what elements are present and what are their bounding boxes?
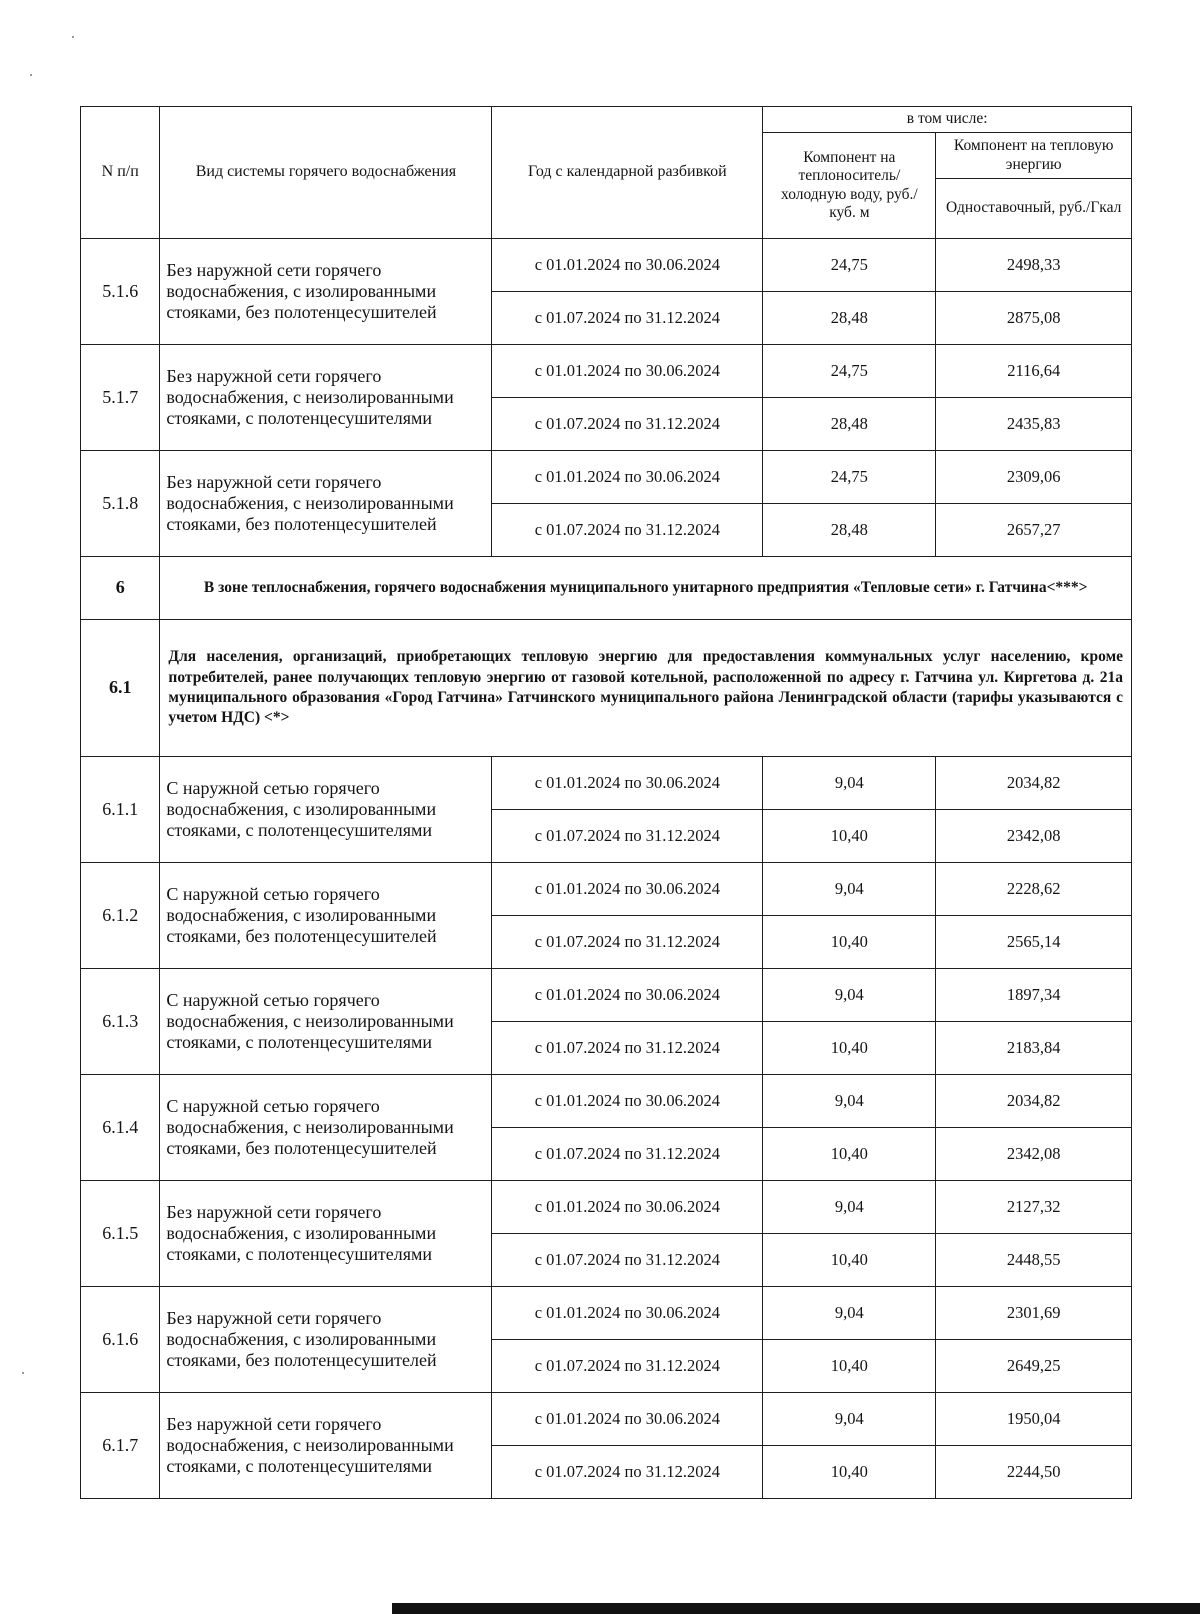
row-number: 6.1.7: [81, 1393, 160, 1499]
row-number: 6.1.4: [81, 1075, 160, 1181]
header-year: Год с календарной разбивкой: [492, 107, 763, 239]
water-component-value: 28,48: [763, 292, 936, 345]
heat-component-value: 2435,83: [936, 398, 1132, 451]
system-description: Без наружной сети горячего водоснабжения, с изолированными стояками, без полотенцесушителей: [160, 239, 492, 345]
section-6-number: 6: [81, 557, 160, 620]
system-description: Без наружной сети горячего водоснабжения, с неизолированными стояками, без полотенцесушителей: [160, 451, 492, 557]
row-number: 6.1.5: [81, 1181, 160, 1287]
system-description: Без наружной сети горячего водоснабжения, с изолированными стояками, с полотенцесушителями: [160, 1181, 492, 1287]
water-component-value: 24,75: [763, 345, 936, 398]
water-component-value: 9,04: [763, 757, 936, 810]
scan-edge-bar: [392, 1603, 1200, 1614]
table-row: [81, 863, 1132, 916]
heat-component-value: 2309,06: [936, 451, 1132, 504]
period-first-half: с 01.01.2024 по 30.06.2024: [492, 863, 763, 916]
period-second-half: с 01.07.2024 по 31.12.2024: [492, 916, 763, 969]
water-component-value: 10,40: [763, 1340, 936, 1393]
water-component-value: 28,48: [763, 398, 936, 451]
system-description: С наружной сетью горячего водоснабжения, с неизолированными стояками, с полотенцесушителями: [160, 969, 492, 1075]
table-row: [81, 345, 1132, 398]
period-second-half: с 01.07.2024 по 31.12.2024: [492, 1022, 763, 1075]
system-description: С наружной сетью горячего водоснабжения, с неизолированными стояками, без полотенцесушителей: [160, 1075, 492, 1181]
heat-component-value: 2301,69: [936, 1287, 1132, 1340]
table-body-section-6-headers: [81, 557, 1132, 757]
row-number: 6.1.2: [81, 863, 160, 969]
period-second-half: с 01.07.2024 по 31.12.2024: [492, 1234, 763, 1287]
period-second-half: с 01.07.2024 по 31.12.2024: [492, 1446, 763, 1499]
heat-component-value: 2228,62: [936, 863, 1132, 916]
header-component-water: Компонент на теплоноситель/ холодную воду, руб./куб. м: [763, 133, 936, 239]
heat-component-value: 2448,55: [936, 1234, 1132, 1287]
water-component-value: 10,40: [763, 810, 936, 863]
period-first-half: с 01.01.2024 по 30.06.2024: [492, 345, 763, 398]
water-component-value: 24,75: [763, 451, 936, 504]
scan-speck: [30, 74, 32, 76]
header-num: N п/п: [81, 107, 160, 239]
scan-speck: [72, 36, 74, 38]
row-number: 6.1.1: [81, 757, 160, 863]
heat-component-value: 2342,08: [936, 810, 1132, 863]
section-6-1-row: [81, 620, 1132, 757]
period-first-half: с 01.01.2024 по 30.06.2024: [492, 969, 763, 1022]
header-component-heat: Компонент на тепловую энергию: [936, 133, 1132, 179]
table-row: [81, 757, 1132, 810]
water-component-value: 9,04: [763, 863, 936, 916]
heat-component-value: 2034,82: [936, 1075, 1132, 1128]
tariff-table: [80, 106, 1132, 1499]
period-first-half: с 01.01.2024 по 30.06.2024: [492, 757, 763, 810]
water-component-value: 9,04: [763, 969, 936, 1022]
table-body-section-6: [81, 757, 1132, 1499]
heat-component-value: 2116,64: [936, 345, 1132, 398]
table-row: [81, 451, 1132, 504]
row-number: 5.1.8: [81, 451, 160, 557]
period-second-half: с 01.07.2024 по 31.12.2024: [492, 810, 763, 863]
heat-component-value: 2657,27: [936, 504, 1132, 557]
period-second-half: с 01.07.2024 по 31.12.2024: [492, 504, 763, 557]
heat-component-value: 2342,08: [936, 1128, 1132, 1181]
period-first-half: с 01.01.2024 по 30.06.2024: [492, 1287, 763, 1340]
water-component-value: 10,40: [763, 1022, 936, 1075]
system-description: Без наружной сети горячего водоснабжения, с неизолированными стояками, с полотенцесушителями: [160, 1393, 492, 1499]
heat-component-value: 2565,14: [936, 916, 1132, 969]
table-row: [81, 1287, 1132, 1340]
system-description: С наружной сетью горячего водоснабжения, с изолированными стояками, с полотенцесушителями: [160, 757, 492, 863]
period-first-half: с 01.01.2024 по 30.06.2024: [492, 1393, 763, 1446]
heat-component-value: 2183,84: [936, 1022, 1132, 1075]
water-component-value: 10,40: [763, 1234, 936, 1287]
heat-component-value: 2127,32: [936, 1181, 1132, 1234]
water-component-value: 9,04: [763, 1287, 936, 1340]
section-6-row: [81, 557, 1132, 620]
period-first-half: с 01.01.2024 по 30.06.2024: [492, 1075, 763, 1128]
water-component-value: 28,48: [763, 504, 936, 557]
heat-component-value: 1950,04: [936, 1393, 1132, 1446]
heat-component-value: 2498,33: [936, 239, 1132, 292]
table-row: [81, 1181, 1132, 1234]
section-6-1-title: Для населения, организаций, приобретающих тепловую энергию для предоставления коммунальных услуг населению, кроме потребителей, ранее получающих тепловую энергию от газовой котельной, расположенной по адресу г. Гатчина ул. Киргетова д. 21а муниципального образования «Город Гатчина» Гатчинского муниципального района Ленинградской области (тарифы указываются с учетом НДС) <*>: [160, 620, 1132, 757]
system-description: Без наружной сети горячего водоснабжения, с неизолированными стояками, с полотенцесушителями: [160, 345, 492, 451]
header-system-type: Вид системы горячего водоснабжения: [160, 107, 492, 239]
section-6-1-number: 6.1: [81, 620, 160, 757]
document-page: [80, 106, 1132, 1499]
period-first-half: с 01.01.2024 по 30.06.2024: [492, 451, 763, 504]
system-description: С наружной сетью горячего водоснабжения, с изолированными стояками, без полотенцесушителей: [160, 863, 492, 969]
heat-component-value: 2875,08: [936, 292, 1132, 345]
period-second-half: с 01.07.2024 по 31.12.2024: [492, 1340, 763, 1393]
heat-component-value: 2649,25: [936, 1340, 1132, 1393]
water-component-value: 9,04: [763, 1075, 936, 1128]
heat-component-value: 1897,34: [936, 969, 1132, 1022]
water-component-value: 24,75: [763, 239, 936, 292]
water-component-value: 10,40: [763, 916, 936, 969]
water-component-value: 9,04: [763, 1181, 936, 1234]
table-row: [81, 239, 1132, 292]
water-component-value: 10,40: [763, 1446, 936, 1499]
period-second-half: с 01.07.2024 по 31.12.2024: [492, 292, 763, 345]
heat-component-value: 2034,82: [936, 757, 1132, 810]
table-body-section-5: [81, 239, 1132, 557]
header-single-rate: Одноставочный, руб./Гкал: [936, 179, 1132, 239]
header-including: в том числе:: [763, 107, 1132, 133]
row-number: 6.1.6: [81, 1287, 160, 1393]
water-component-value: 9,04: [763, 1393, 936, 1446]
table-row: [81, 1393, 1132, 1446]
period-second-half: с 01.07.2024 по 31.12.2024: [492, 1128, 763, 1181]
heat-component-value: 2244,50: [936, 1446, 1132, 1499]
period-second-half: с 01.07.2024 по 31.12.2024: [492, 398, 763, 451]
row-number: 6.1.3: [81, 969, 160, 1075]
system-description: Без наружной сети горячего водоснабжения, с изолированными стояками, без полотенцесушителей: [160, 1287, 492, 1393]
scan-speck: [22, 1372, 24, 1374]
table-header: [81, 107, 1132, 239]
table-row: [81, 1075, 1132, 1128]
water-component-value: 10,40: [763, 1128, 936, 1181]
period-first-half: с 01.01.2024 по 30.06.2024: [492, 239, 763, 292]
section-6-title: В зоне теплоснабжения, горячего водоснабжения муниципального унитарного предприятия «Тепловые сети» г. Гатчина<***>: [160, 557, 1132, 620]
row-number: 5.1.7: [81, 345, 160, 451]
period-first-half: с 01.01.2024 по 30.06.2024: [492, 1181, 763, 1234]
row-number: 5.1.6: [81, 239, 160, 345]
table-row: [81, 969, 1132, 1022]
